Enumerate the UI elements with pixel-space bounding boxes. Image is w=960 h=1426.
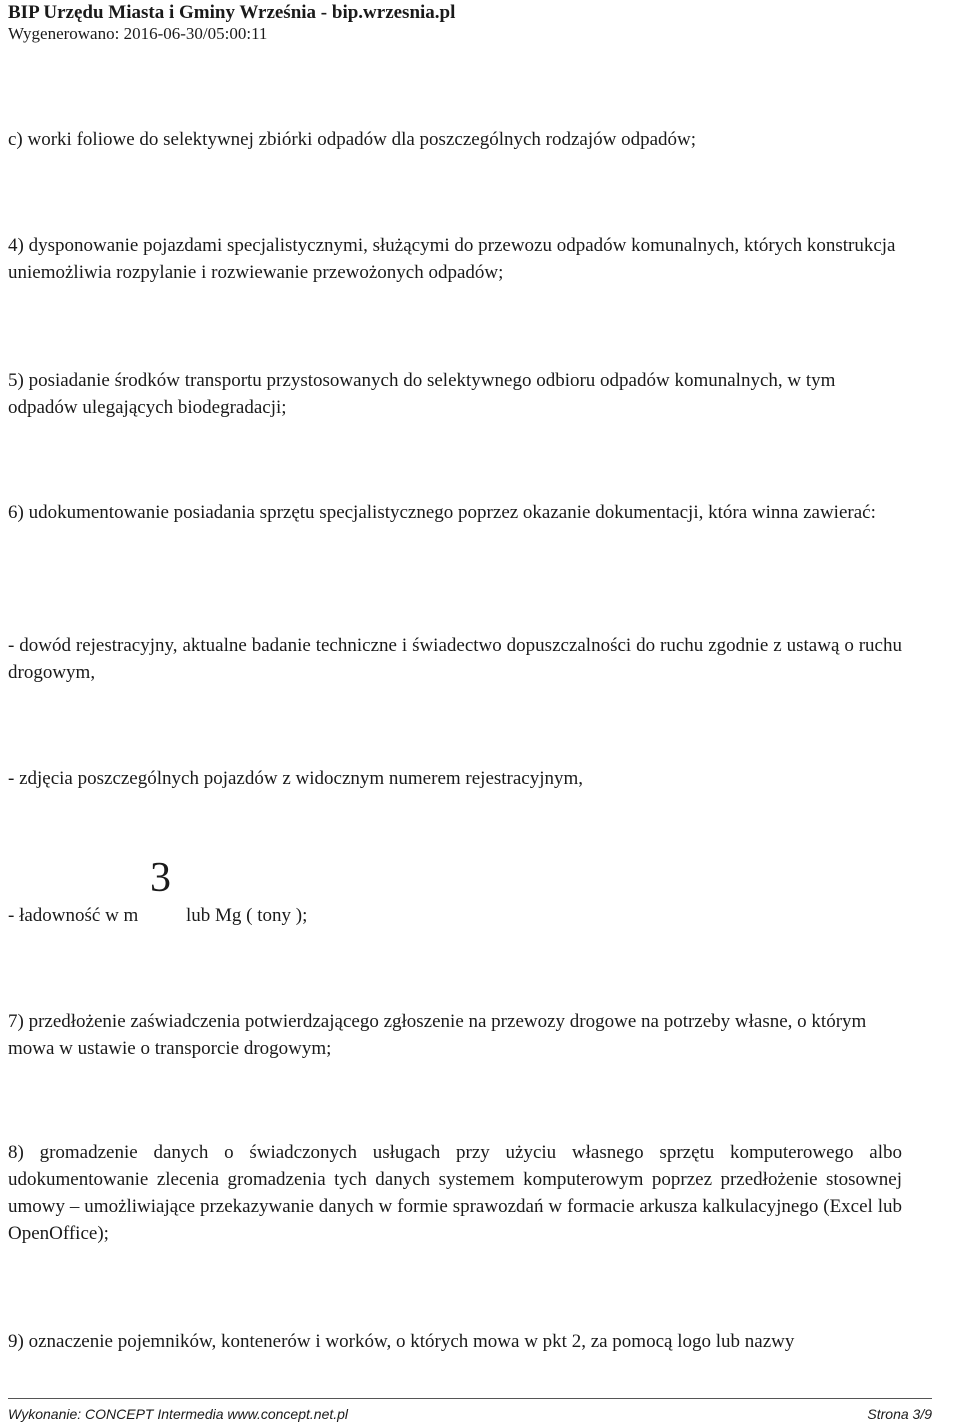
paragraph-4: 4) dysponowanie pojazdami specjalistycznymi, służącymi do przewozu odpadów komunalnych, których konstrukcja uniemożliwia rozpylanie i rozwiewanie przewożonych odpadów;: [8, 235, 896, 283]
footer-credit: Wykonanie: CONCEPT Intermedia www.concept.net.pl: [8, 1406, 349, 1422]
footer-page-number: Strona 3/9: [867, 1406, 932, 1422]
paragraph-8: 8) gromadzenie danych o świadczonych usługach przy użyciu własnego sprzętu komputerowego albo udokumentowanie zlecenia gromadzenia tych danych systemem komputerowym poprzez przedłożenie stosownej umowy – umożliwiające przekazywanie danych w formie sprawozdań w formacie arkusza kalkulacyjnego (Excel lub OpenOffice);: [8, 1142, 902, 1244]
capacity-text-prefix: - ładowność w m: [8, 905, 139, 926]
paragraph-7: 7) przedłożenie zaświadczenia potwierdzającego zgłoszenie na przewozy drogowe na potrzeby własne, o którym mowa w ustawie o transporcie drogowym;: [8, 1011, 867, 1059]
page-header-title: BIP Urzędu Miasta i Gminy Września - bip.wrzesnia.pl: [8, 2, 456, 23]
paragraph-c: c) worki foliowe do selektywnej zbiórki odpadów dla poszczególnych rodzajów odpadów;: [8, 129, 697, 150]
footer-divider: [8, 1398, 932, 1399]
paragraph-5: 5) posiadanie środków transportu przystosowanych do selektywnego odbioru odpadów komunalnych, w tym odpadów ulegających biodegradacji;: [8, 370, 836, 418]
paragraph-9: 9) oznaczenie pojemników, kontenerów i worków, o których mowa w pkt 2, za pomocą logo lub nazwy: [8, 1331, 795, 1352]
paragraph-dash-photos: - zdjęcia poszczególnych pojazdów z widocznym numerem rejestracyjnym,: [8, 768, 584, 789]
generated-timestamp: Wygenerowano: 2016-06-30/05:00:11: [8, 24, 268, 43]
cubic-superscript: 3: [150, 855, 171, 901]
paragraph-6: 6) udokumentowanie posiadania sprzętu specjalistycznego poprzez okazanie dokumentacji, która winna zawierać:: [8, 502, 876, 523]
capacity-text-suffix: lub Mg ( tony );: [186, 905, 308, 926]
paragraph-dash-registration: - dowód rejestracyjny, aktualne badanie techniczne i świadectwo dopuszczalności do ruchu zgodnie z ustawą o ruchu drogowym,: [8, 635, 902, 683]
